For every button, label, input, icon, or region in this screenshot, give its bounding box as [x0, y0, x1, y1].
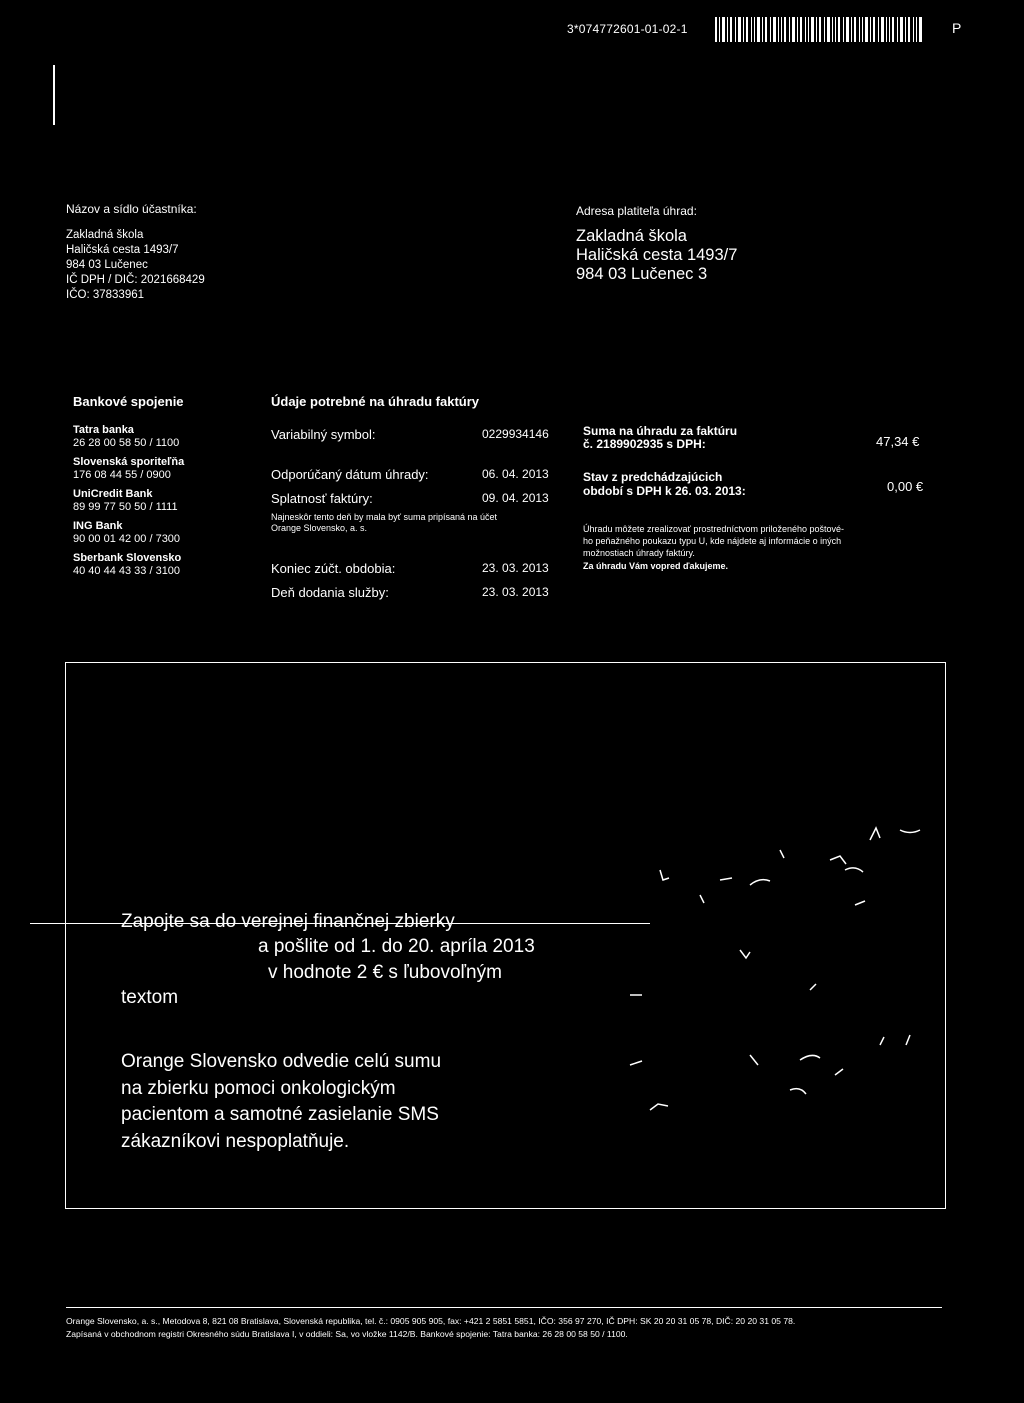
bank-list: [73, 424, 263, 584]
payment-note-line-2: ho peňažného poukazu typu U, kde nájdete aj informácie o iných: [583, 536, 842, 546]
bank-name: ING Bank: [73, 520, 123, 532]
due-note-line-2: Orange Slovensko, a. s.: [271, 523, 368, 533]
payment-note-line-3: možnostiach úhrady faktúry.: [583, 548, 695, 558]
promo-paragraph-line-2: na zbierku pomoci onkologickým: [121, 1078, 396, 1099]
bank-entry: [73, 456, 263, 482]
bank-entry: [73, 488, 263, 514]
payer-name: Zakladná škola: [576, 227, 687, 245]
variable-symbol-value: 0229934146: [482, 427, 549, 441]
footer-rule: [66, 1307, 942, 1308]
service-date-label: Deň dodania služby:: [271, 585, 389, 600]
footer-line-2: Zapísaná v obchodnom registri Okresného súdu Bratislava I, v oddieli: Sa, vo vložke 1142/B. Bankové spojenie: Tatra banka: 26 28 00 58 50 / 1100.: [66, 1329, 628, 1339]
payer-block: [576, 204, 936, 284]
bank-name: Tatra banka: [73, 424, 134, 436]
payment-heading: Údaje potrebné na úhradu faktúry: [271, 394, 480, 409]
amount-due-value: 47,34 €: [876, 434, 920, 449]
amount-label-line-2: č. 2189902935 s DPH:: [583, 437, 706, 451]
bank-account: 89 99 77 50 50 / 1111: [73, 501, 178, 513]
period-end-value: 23. 03. 2013: [482, 561, 549, 575]
promo-paragraph-line-4: zákazníkovi nespoplatňuje.: [121, 1131, 350, 1152]
participant-heading: Názov a sídlo účastníka:: [66, 202, 197, 216]
service-date-value: 23. 03. 2013: [482, 585, 549, 599]
participant-ico: IČO: 37833961: [66, 289, 145, 301]
banking-heading: Bankové spojenie: [73, 394, 184, 409]
promo-line-3: v hodnote 2 € s ľubovoľným: [268, 962, 502, 983]
page-mark: P: [952, 20, 962, 36]
participant-name: Zakladná škola: [66, 229, 144, 241]
promo-decoration-icon: [600, 800, 945, 1150]
recommended-date-label: Odporúčaný dátum úhrady:: [271, 467, 429, 482]
bank-entry: [73, 552, 263, 578]
promo-line-1: Zapojte sa do verejnej finančnej zbierky: [121, 911, 455, 932]
bank-entry: [73, 520, 263, 546]
period-end-label: Koniec zúčt. obdobia:: [271, 561, 396, 576]
promo-line-4: textom: [121, 987, 179, 1008]
bank-account: 26 28 00 58 50 / 1100: [73, 437, 180, 449]
payer-heading: Adresa platiteľa úhrad:: [576, 204, 697, 218]
due-date-value: 09. 04. 2013: [482, 491, 549, 505]
bank-account: 40 40 44 43 33 / 3100: [73, 565, 181, 577]
promo-paragraph-line-3: pacientom a samotné zasielanie SMS: [121, 1104, 439, 1125]
previous-balance-value: 0,00 €: [887, 479, 924, 494]
previous-balance-label-line-1: Stav z predchádzajúcich: [583, 470, 723, 484]
margin-rule: [53, 65, 55, 125]
payment-note-line-1: Úhradu môžete zrealizovať prostredníctvom priloženého poštové-: [583, 524, 845, 534]
barcode: [715, 17, 923, 42]
due-note-line-1: Najneskôr tento deň by mala byť suma pripísaná na účet: [271, 512, 498, 522]
bank-account: 176 08 44 55 / 0900: [73, 469, 171, 481]
participant-block: [66, 202, 366, 303]
promo-paragraph-line-1: Orange Slovensko odvedie celú sumu: [121, 1051, 442, 1072]
payer-city: 984 03 Lučenec 3: [576, 265, 708, 283]
footer-line-1: Orange Slovensko, a. s., Metodova 8, 821 08 Bratislava, Slovenská republika, tel. č.: 0905 905 905, fax: +421 2 5851 5851, IČO: 356 97 270, IČ DPH: SK 20 20 31 05 78, DIČ: 20 20 31 05 78.: [66, 1316, 796, 1326]
promo-line-2: a pošlite od 1. do 20. apríla 2013: [258, 936, 535, 957]
payer-street: Haličská cesta 1493/7: [576, 246, 738, 264]
participant-vat: IČ DPH / DIČ: 2021668429: [66, 274, 205, 286]
thanks-note: Za úhradu Vám vopred ďakujeme.: [583, 561, 729, 571]
bank-name: Slovenská sporiteľňa: [73, 456, 185, 468]
participant-street: Haličská cesta 1493/7: [66, 244, 179, 256]
amount-label-line-1: Suma na úhradu za faktúru: [583, 424, 738, 438]
bank-name: Sberbank Slovensko: [73, 552, 182, 564]
previous-balance-label-line-2: období s DPH k 26. 03. 2013:: [583, 484, 746, 498]
document-code: 3*074772601-01-02-1: [567, 22, 688, 36]
bank-entry: [73, 424, 263, 450]
variable-symbol-label: Variabilný symbol:: [271, 427, 376, 442]
bank-name: UniCredit Bank: [73, 488, 153, 500]
bank-account: 90 00 01 42 00 / 7300: [73, 533, 181, 545]
participant-city: 984 03 Lučenec: [66, 259, 148, 271]
due-date-label: Splatnosť faktúry:: [271, 491, 373, 506]
recommended-date-value: 06. 04. 2013: [482, 467, 549, 481]
